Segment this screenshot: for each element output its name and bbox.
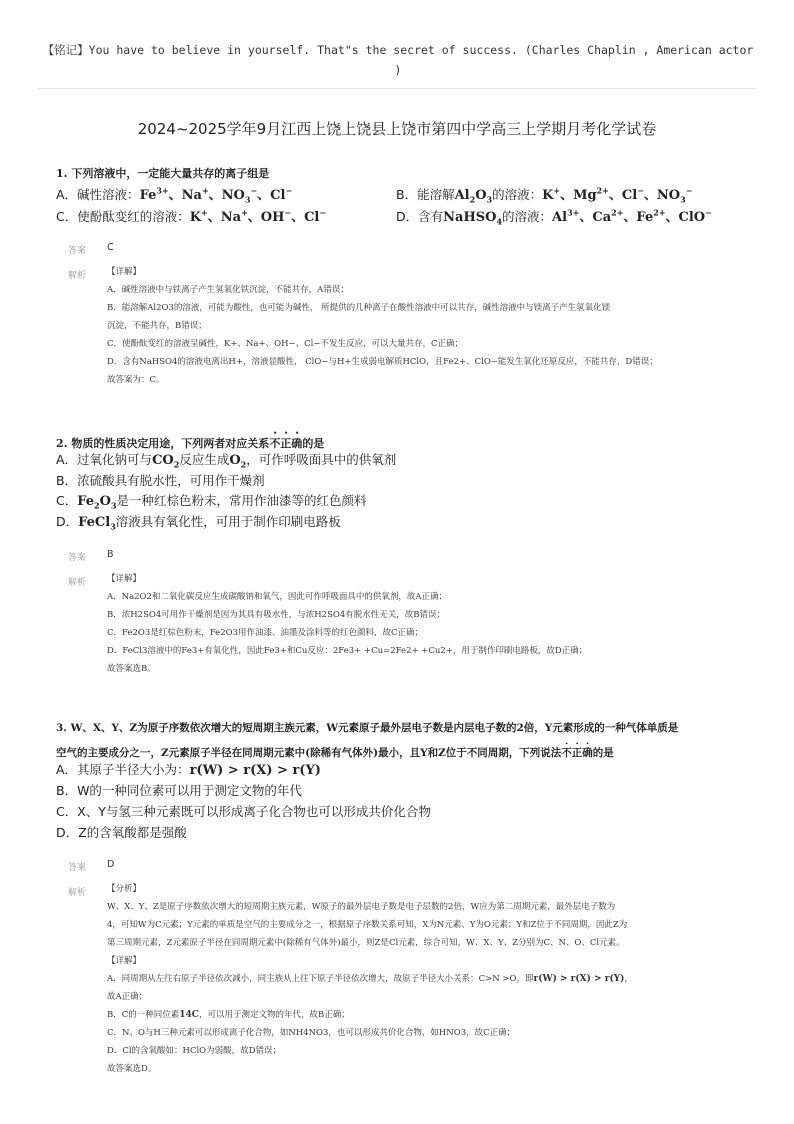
question-3-option-a[interactable]: A．其原子半径大小为：r(W) > r(X) > r(Y) bbox=[56, 762, 321, 778]
question-3-stem-line-1: 3. W、X、Y、Z为原子序数依次增大的短周期主族元素，W元素原子最外层电子数是内层电子数的2倍，Y元素形成的一种气体单质是 bbox=[56, 722, 679, 734]
question-3-option-b[interactable]: B．W的一种同位素可以用于测定文物的年代 bbox=[56, 783, 302, 798]
page-title: 2024~2025学年9月江西上饶上饶县上饶市第四中学高三上学期月考化学试卷 bbox=[137, 120, 657, 138]
question-3-answer: D bbox=[107, 859, 115, 870]
question-1-option-c[interactable]: C．使酚酞变红的溶液：K+、Na+、OH−、Cl− bbox=[56, 207, 327, 225]
answer-label: 答案 bbox=[68, 246, 87, 256]
question-2-explanation: 【详解】 A．Na2O2和二氧化碳反应生成碳酸钠和氧气，因此可作呼吸面具中的供氧剂，故A正确； B．浓H2SO4可用作干燥剂是因为其具有吸水性，与浓H2SO4有脱水性无关，故B错误； C．Fe2O3是红棕色粉末，Fe2O3用作油漆、油墨及涂料等的红色颜料，故C正确； D．FeCl3溶液中的Fe3+有氧化性，因此Fe3+和Cu反应：2Fe3+ +Cu=2Fe2+ +Cu2+，用于制作印刷电路板，故D正确； 故答案选B。 bbox=[107, 574, 588, 674]
question-2-option-c[interactable]: C．$Fe_2O_3$是一种红棕色粉末，常用作油漆等的红色颜料 bbox=[56, 493, 367, 511]
answer-label: 答案 bbox=[68, 863, 87, 873]
question-1-option-b[interactable]: B．能溶解$Al_2O_3$的溶液：K+、$Mg^{2+}$、Cl−、$NO_3^-$ bbox=[396, 185, 693, 205]
question-3-explanation: 【分析】 W、X、Y、Z是原子序数依次增大的短周期主族元素，W原子的最外层电子数是电子层数的2倍，W应为第二周期元素，最外层电子数为 4，可知W为C元素；Y元素的单质是空气的主要成分之一，根据原子序数关系可知，X为N元素、Y为O元素；Y和Z位于不同周期，因此Z为 第三周期元素，Z元素原子半径在同周期元素中(除稀有气体外)最小，则Z是Cl元素，综合可知，W、X、Y、Z分别为C、N、O、Cl元素。 【详解】 A．同周期从左往右原子半径依次减小，同主族从上往下原子半径依次增大，故原子半径大小关系：C>N >O，即r(W) > r(X) > r(Y)， 故A正确； B．C的一种同位素14C，可以用于测定文物的年代，故B正确； C．N、O与H三种元素可以形成离子化合物，如NH4NO3，也可以形成共价化合物，如HNO3，故C正确； D．Cl的含氧酸如：HClO为弱酸，故D错误； 故答案选D。 bbox=[107, 884, 633, 1074]
motto-banner: 【铭记】You have to believe in yourself. That"s the secret of success. (Charles Chaplin , American actor ) bbox=[42, 43, 754, 77]
question-1-answer: C bbox=[107, 242, 114, 253]
question-1-option-a[interactable]: A．碱性溶液：$Fe^{3+}$、Na+、$NO_3^-$、Cl− bbox=[56, 185, 293, 205]
header-divider bbox=[38, 88, 756, 89]
analysis-label: 解析 bbox=[68, 271, 87, 281]
question-3-option-c[interactable]: C．X、Y与氢三种元素既可以形成离子化合物也可以形成共价化合物 bbox=[56, 804, 431, 819]
question-2-option-d[interactable]: D．FeCl$_3$溶液具有氧化性，可用于制作印刷电路板 bbox=[56, 514, 341, 532]
question-2-stem: 2. 物质的性质决定用途，下列两者对应关系不正确的是 bbox=[56, 437, 325, 450]
question-1-stem: 1. 下列溶液中，一定能大量共存的离子组是 bbox=[56, 167, 270, 180]
question-1-explanation: 【详解】 A．碱性溶液中与铁离子产生氢氧化铁沉淀，不能共存，A错误； B．能溶解Al2O3的溶液，可能为酸性，也可能为碱性， 所提供的几种离子在酸性溶液中可以共存，碱性溶液中与镁离子产生氢氧化镁 沉淀，不能共存，B错误； C．使酚酞变红的溶液呈碱性，K+、Na+、OH−、Cl−不发生反应，可以大量共存，C正确； D．含有NaHSO4的溶液电离出H+，溶液显酸性， ClO−与H+生成弱电解质HClO，且Fe2+、ClO−能发生氧化还原反应，不能共存，D错误； 故答案为：C。 bbox=[107, 267, 658, 385]
question-3-option-d[interactable]: D．Z的含氧酸都是强酸 bbox=[56, 825, 187, 840]
question-2-answer: B bbox=[107, 549, 114, 560]
question-1-option-d[interactable]: D．含有NaHSO$_4$的溶液：$Al^{3+}$、$Ca^{2+}$、$Fe^{2+}$、ClO− bbox=[396, 207, 712, 227]
question-2-option-a[interactable]: A．过氧化钠可与$CO_2$反应生成$O_2$，可作呼吸面具中的供氧剂 bbox=[56, 452, 397, 470]
analysis-label: 解析 bbox=[68, 578, 87, 588]
analysis-label: 解析 bbox=[68, 888, 87, 898]
question-3-stem-line-2: 空气的主要成分之一，Z元素原子半径在同周期元素中(除稀有气体外)最小，且Y和Z位于不同周期，下列说法不正确的是 bbox=[56, 747, 614, 759]
answer-label: 答案 bbox=[68, 553, 87, 563]
question-2-option-b[interactable]: B．浓硫酸具有脱水性，可用作干燥剂 bbox=[56, 473, 265, 488]
